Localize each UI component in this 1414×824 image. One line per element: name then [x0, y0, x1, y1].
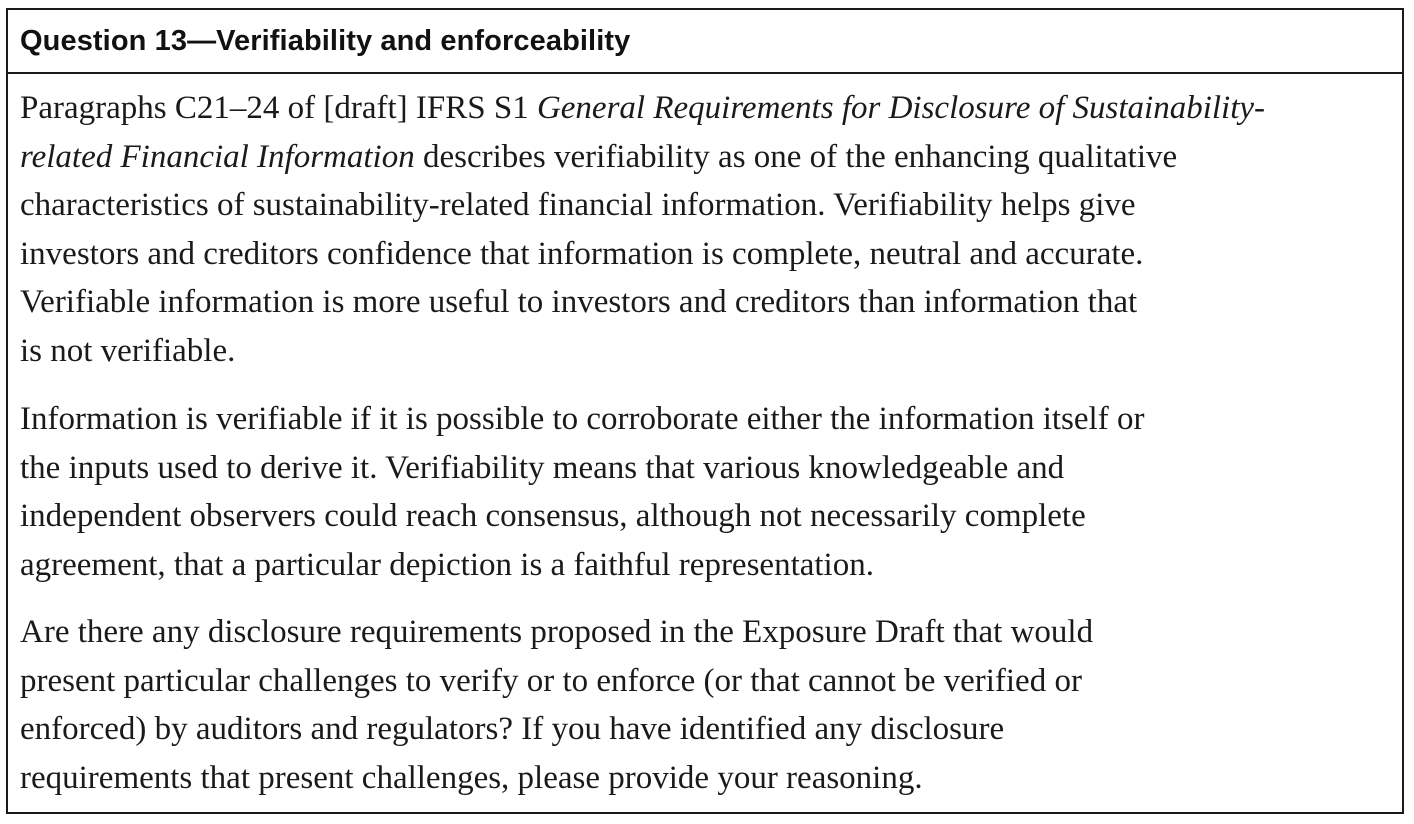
paragraph-question-prompt: Are there any disclosure requirements proposed in the Exposure Draft that would present particular challenges to verify or to enforce (or that cannot be verified or enforced) by auditors and regulators? If you have identified any disclosure requirements that present challenges, please provide your reasoning.	[20, 614, 1094, 796]
paragraph-1-lead: Paragraphs C21–24 of [draft] IFRS S1	[20, 90, 537, 126]
question-header	[8, 10, 1402, 74]
question-box	[6, 8, 1404, 814]
question-title: Question 13—Verifiability and enforceability	[20, 24, 631, 57]
paragraph-verifiable-information: Information is verifiable if it is possible to corroborate either the information itself or the inputs used to derive it. Verifiability means that various knowledgeable and independent observers could reach consensus, although not necessarily complete agreement, that a particular depiction is a faithful representation.	[20, 401, 1145, 583]
question-body	[8, 74, 1402, 802]
paragraph-verifiability-definition	[20, 84, 1388, 375]
paragraph-1-italic-title: General Requirements for Disclosure of Sustainability- related Financial Information	[20, 90, 1265, 175]
paragraph-1-rest: describes verifiability as one of the enhancing qualitative characteristics of sustainability-related financial information. Verifiability helps give investors and creditors confidence that information is complete, neutral and accurate. Verifiable information is more useful to investors and creditors than information that is not verifiable.	[20, 138, 1178, 369]
